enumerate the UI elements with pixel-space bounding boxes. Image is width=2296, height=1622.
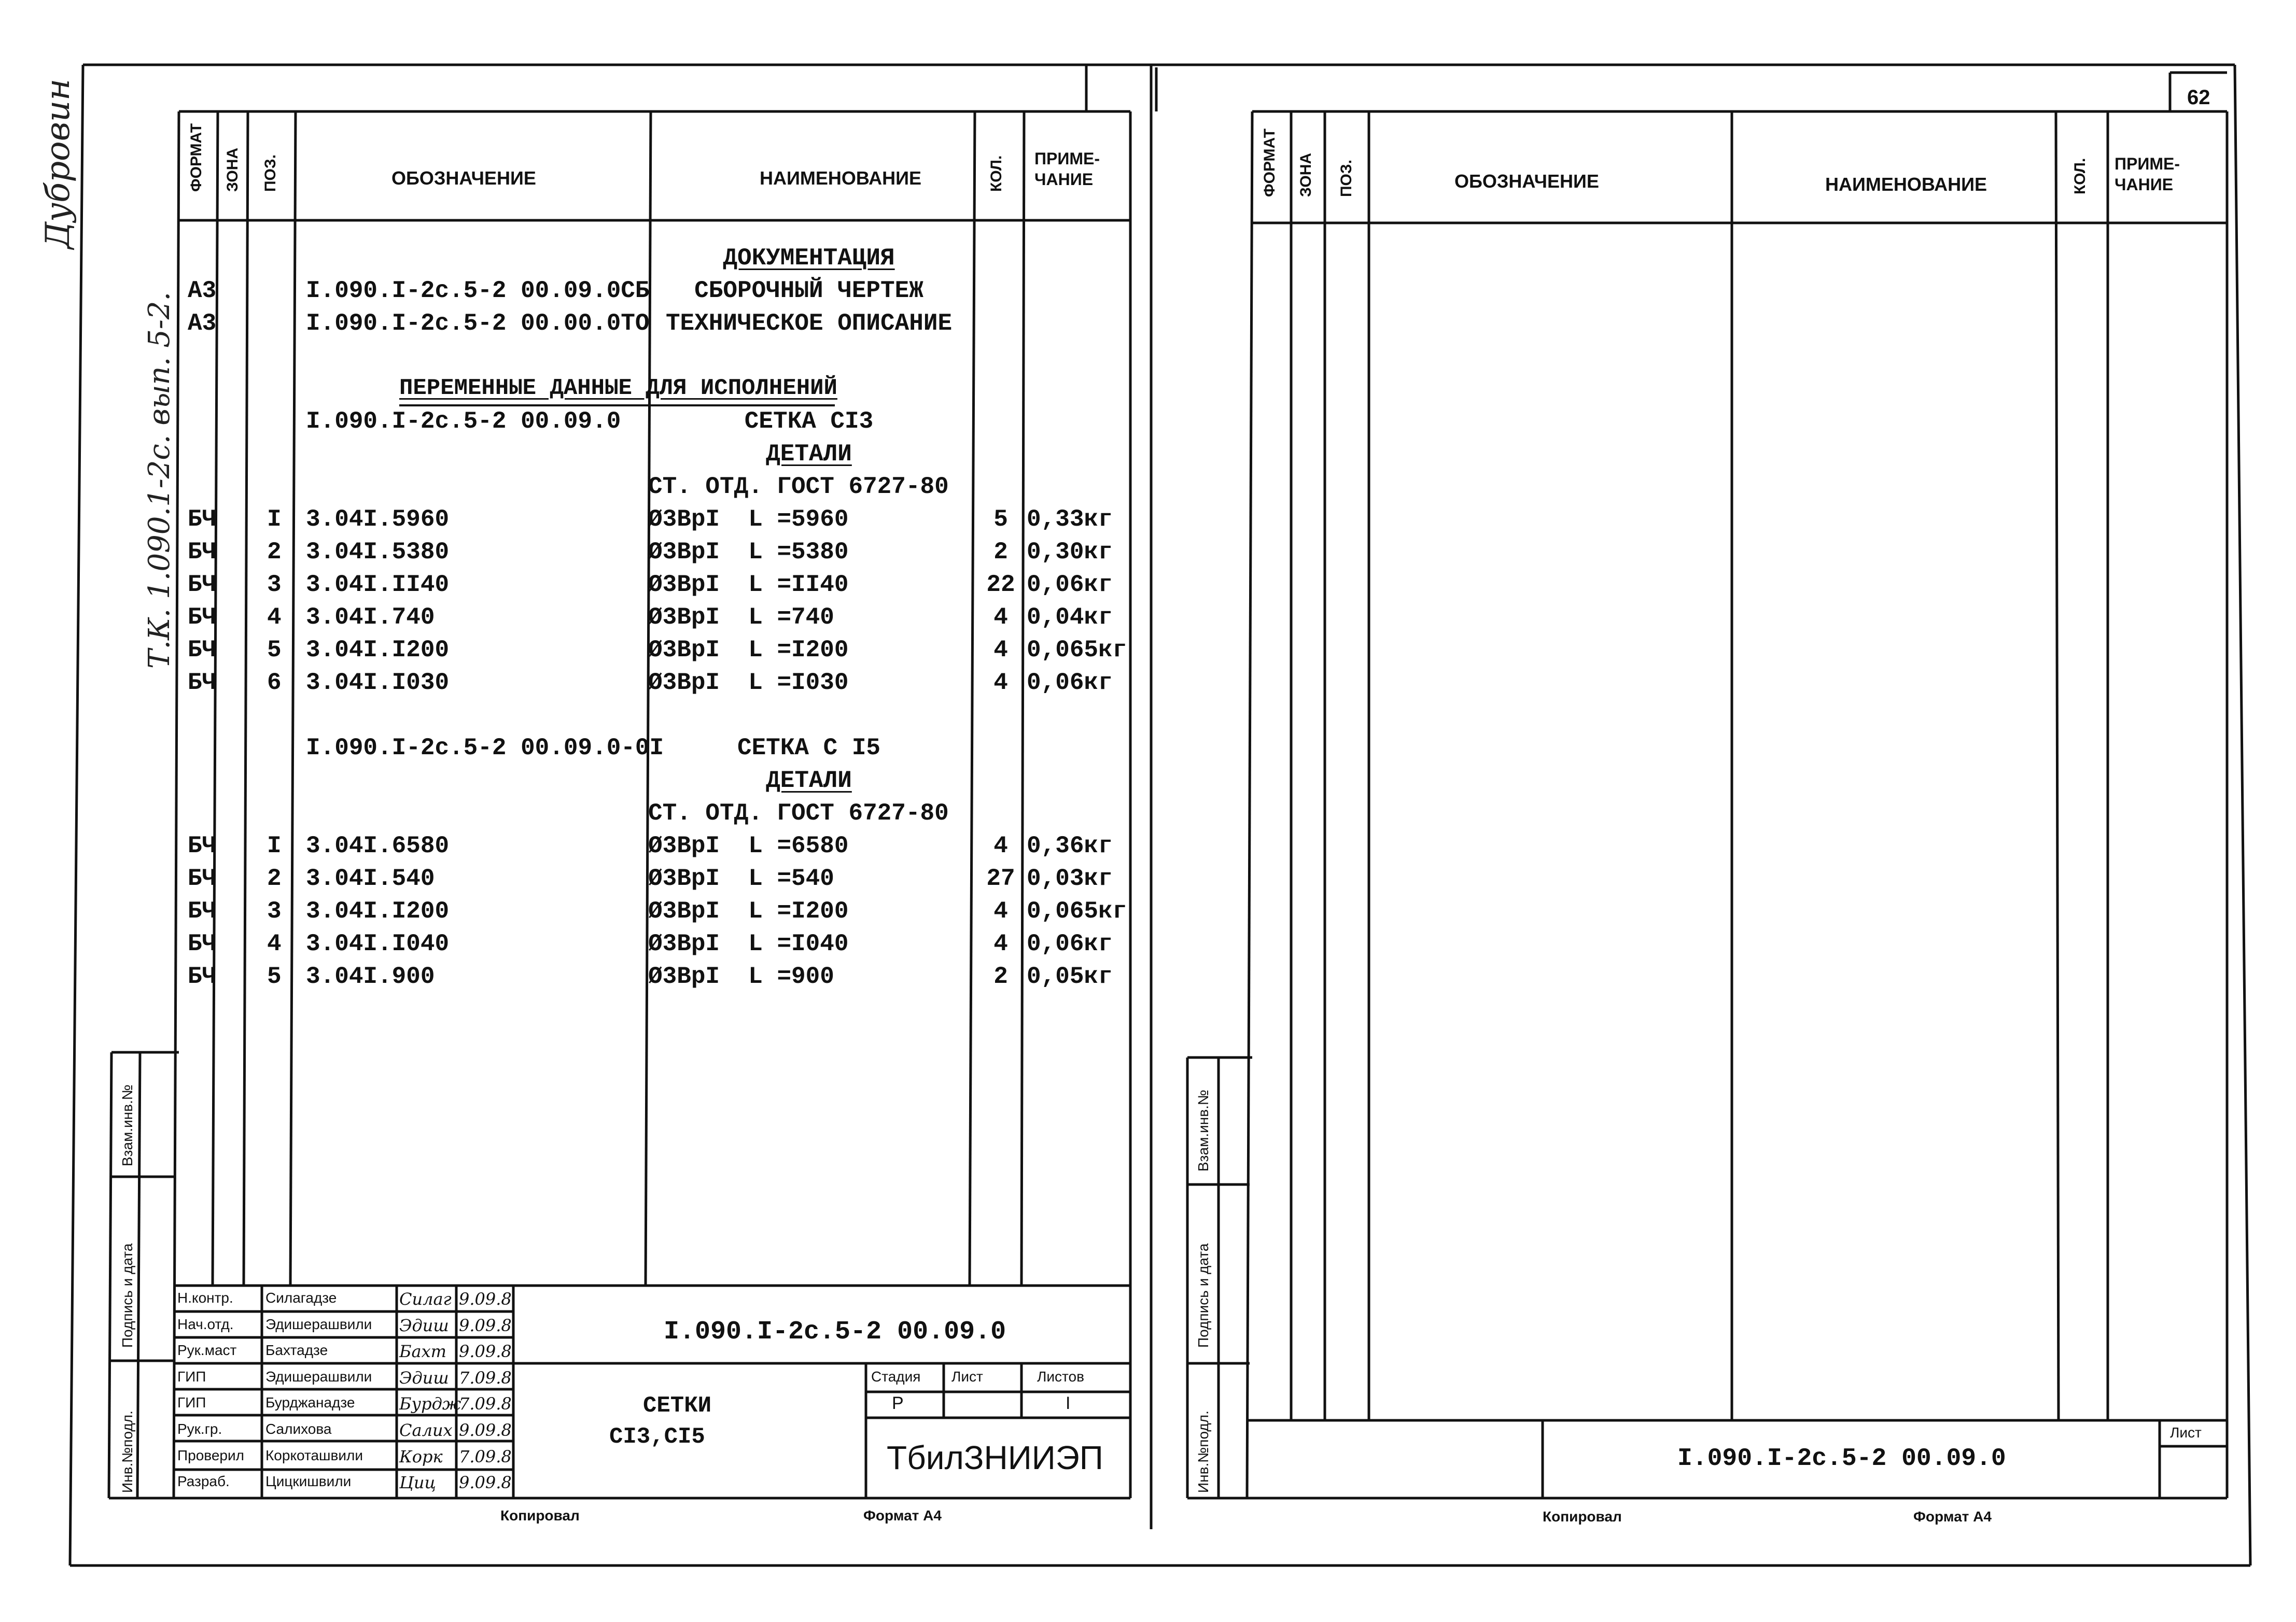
right-header-format: ФОРМАТ <box>1261 128 1278 197</box>
row-note: 0,06кг <box>1027 669 1113 696</box>
row-designation: 3.04I.6580 <box>306 833 450 859</box>
header-qty: КОЛ. <box>988 155 1005 192</box>
row-format: БЧ <box>188 898 217 925</box>
row-format: БЧ <box>188 637 217 664</box>
title-block-title-1: СЕТКИ <box>643 1393 712 1419</box>
row-format: БЧ <box>188 963 217 990</box>
row-name: СТ. ОТД. ГОСТ 6727-80 <box>648 800 949 827</box>
title-block-name: Бахтадзе <box>265 1342 328 1359</box>
right-sheet-label: Лист <box>2170 1424 2202 1441</box>
row-position: 4 <box>267 604 282 631</box>
row-position: 5 <box>267 637 282 664</box>
row-position: 3 <box>267 571 282 598</box>
title-block-date: 7.09.8 <box>459 1446 512 1466</box>
row-note: 0,06кг <box>1027 571 1113 598</box>
row-name: Ø3ВрI L =I200 <box>648 898 849 925</box>
row-name: Ø3ВрI L =740 <box>648 604 834 631</box>
right-header-note-1: ПРИМЕ- <box>2115 154 2180 173</box>
row-position: I <box>267 506 282 533</box>
section-heading: ДОКУМЕНТАЦИЯ <box>723 245 895 272</box>
header-pos: ПОЗ. <box>262 154 279 192</box>
title-block-stage-value: Р <box>892 1393 904 1413</box>
row-name: Ø3ВрI L =I200 <box>648 637 849 664</box>
row-position: 6 <box>267 669 282 696</box>
row-note: 0,065кг <box>1027 637 1127 664</box>
row-position: 3 <box>267 898 282 925</box>
row-format: БЧ <box>188 539 217 566</box>
side-label-inv: Инв.№подл. <box>119 1411 135 1493</box>
right-header-note-2: ЧАНИЕ <box>2115 175 2174 194</box>
row-name: Ø3ВрI L =I030 <box>648 669 849 696</box>
row-position: I <box>267 833 282 859</box>
title-block-signature: Эдиш <box>399 1367 449 1388</box>
title-block-role: ГИП <box>177 1394 206 1411</box>
header-designation: ОБОЗНАЧЕНИЕ <box>391 167 536 189</box>
row-position: 2 <box>267 865 282 892</box>
title-block-sheets-label: Листов <box>1037 1369 1084 1385</box>
row-quantity: 5 <box>993 506 1008 533</box>
row-designation: 3.04I.I030 <box>306 669 450 696</box>
row-name: Ø3ВрI L =900 <box>648 963 834 990</box>
row-note: 0,30кг <box>1027 539 1113 566</box>
row-format: БЧ <box>188 865 217 892</box>
title-block-name: Эдишерашвили <box>265 1368 372 1385</box>
side-label-vzam: Взам.инв.№ <box>119 1084 135 1166</box>
row-designation: 3.04I.900 <box>306 963 435 990</box>
title-block-date: 9.09.8 <box>459 1420 512 1440</box>
right-header-pos: ПОЗ. <box>1338 159 1355 197</box>
row-note: 0,065кг <box>1027 898 1127 925</box>
row-quantity: 4 <box>993 669 1008 696</box>
row-format: А3 <box>188 277 217 304</box>
title-block-role: Рук.гр. <box>177 1421 222 1437</box>
row-quantity: 4 <box>993 898 1008 925</box>
title-block-role: Нач.отд. <box>177 1316 234 1332</box>
row-name: Ø3ВрI L =6580 <box>648 833 849 859</box>
row-position: 5 <box>267 963 282 990</box>
row-quantity: 4 <box>993 637 1008 664</box>
row-note: 0,36кг <box>1027 833 1113 859</box>
row-quantity: 4 <box>993 833 1008 859</box>
header-format: ФОРМАТ <box>188 123 205 192</box>
title-block-date: 7.09.8 <box>459 1394 512 1414</box>
row-note: 0,04кг <box>1027 604 1113 631</box>
row-format: БЧ <box>188 506 217 533</box>
title-block-name: Бурджанадзе <box>265 1394 355 1411</box>
header-note-1: ПРИМЕ- <box>1034 149 1100 168</box>
row-designation: 3.04I.I040 <box>306 930 450 957</box>
title-block-name: Салихова <box>265 1421 332 1437</box>
section-heading: ДЕТАЛИ <box>766 767 852 794</box>
title-block-signature: Силаг <box>399 1289 452 1309</box>
title-block-name: Эдишерашвили <box>265 1316 372 1332</box>
title-block-signature: Салих <box>399 1420 453 1440</box>
row-position: 2 <box>267 539 282 566</box>
header-note-2: ЧАНИЕ <box>1034 170 1094 189</box>
header-zone: ЗОНА <box>224 147 241 192</box>
title-block-signature: Бурдж <box>399 1394 461 1414</box>
title-block-signature: Корк <box>399 1446 443 1466</box>
row-name: Ø3ВрI L =540 <box>648 865 834 892</box>
title-block-signature: Циц <box>399 1473 436 1493</box>
row-name: СЕТКА СI3 <box>744 408 874 435</box>
right-side-label-vzam: Взам.инв.№ <box>1195 1090 1211 1172</box>
row-name: ТЕХНИЧЕСКОЕ ОПИСАНИЕ <box>665 310 953 337</box>
row-note: 0,33кг <box>1027 506 1113 533</box>
row-name: СТ. ОТД. ГОСТ 6727-80 <box>648 473 949 500</box>
row-name: СЕТКА С I5 <box>737 735 881 761</box>
title-block-role: Разраб. <box>177 1473 230 1490</box>
row-note: 0,06кг <box>1027 930 1113 957</box>
row-designation: I.090.I-2с.5-2 00.00.0ТО <box>306 310 650 337</box>
right-header-designation: ОБОЗНАЧЕНИЕ <box>1454 171 1599 192</box>
footer-copied: Копировал <box>500 1507 580 1524</box>
right-footer-format: Формат А4 <box>1913 1508 1992 1525</box>
title-block-date: 9.09.8 <box>459 1342 512 1362</box>
title-block-sheets-value: I <box>1066 1393 1071 1413</box>
side-label-podpis: Подпись и дата <box>119 1243 135 1348</box>
title-block-date: 9.09.8 <box>459 1289 512 1309</box>
right-header-name: НАИМЕНОВАНИЕ <box>1825 174 1987 195</box>
row-format: БЧ <box>188 930 217 957</box>
right-side-label-inv: Инв.№подл. <box>1195 1411 1211 1493</box>
row-designation: I.090.I-2с.5-2 00.09.0-0I <box>306 735 664 761</box>
right-doc-code: I.090.I-2с.5-2 00.09.0 <box>1677 1445 2006 1473</box>
row-name: Ø3ВрI L =5380 <box>648 539 849 566</box>
section-heading: ДЕТАЛИ <box>766 441 852 468</box>
section-banner: ПЕРЕМЕННЫЕ ДАННЫЕ ДЛЯ ИСПОЛНЕНИЙ <box>399 375 837 401</box>
row-format: БЧ <box>188 604 217 631</box>
row-designation: 3.04I.I200 <box>306 637 450 664</box>
title-block-name: Коркоташвили <box>265 1447 363 1463</box>
row-quantity: 2 <box>993 539 1008 566</box>
row-note: 0,03кг <box>1027 865 1113 892</box>
row-quantity: 22 <box>986 571 1015 598</box>
row-quantity: 4 <box>993 604 1008 631</box>
row-designation: I.090.I-2с.5-2 00.09.0СБ <box>306 277 650 304</box>
row-name: Ø3ВрI L =II40 <box>648 571 849 598</box>
row-designation: 3.04I.540 <box>306 865 435 892</box>
title-block-name: Цицкишвили <box>265 1473 352 1490</box>
row-format: БЧ <box>188 833 217 859</box>
title-block-signature: Эдиш <box>399 1315 449 1335</box>
title-block-sheet-label: Лист <box>951 1369 983 1385</box>
row-quantity: 2 <box>993 963 1008 990</box>
title-block-name: Силагадзе <box>265 1290 337 1306</box>
title-block-title-2: СI3,СI5 <box>609 1424 705 1450</box>
title-block-role: Рук.маст <box>177 1342 237 1359</box>
title-block-role: ГИП <box>177 1368 206 1385</box>
title-block-signature: Бахт <box>399 1342 446 1362</box>
row-name: Ø3ВрI L =5960 <box>648 506 849 533</box>
title-block-role: Проверил <box>177 1447 244 1463</box>
row-quantity: 27 <box>986 865 1015 892</box>
title-block-date: 9.09.8 <box>459 1315 512 1335</box>
margin-note: Т.К. 1.090.1-2с. вып. 5-2. <box>143 291 176 669</box>
header-name: НАИМЕНОВАНИЕ <box>760 167 921 189</box>
title-block-date: 7.09.8 <box>459 1367 512 1388</box>
row-name: СБОРОЧНЫЙ ЧЕРТЕЖ <box>694 277 923 304</box>
footer-format: Формат А4 <box>863 1507 942 1524</box>
page-number: 62 <box>2187 86 2210 109</box>
right-footer-copied: Копировал <box>1543 1508 1622 1525</box>
row-designation: 3.04I.5960 <box>306 506 450 533</box>
row-quantity: 4 <box>993 930 1008 957</box>
row-note: 0,05кг <box>1027 963 1113 990</box>
row-name: Ø3ВрI L =I040 <box>648 930 849 957</box>
right-header-qty: КОЛ. <box>2071 158 2089 194</box>
row-designation: 3.04I.I200 <box>306 898 450 925</box>
title-block-date: 9.09.8 <box>459 1473 512 1493</box>
row-designation: 3.04I.740 <box>306 604 435 631</box>
row-designation: I.090.I-2с.5-2 00.09.0 <box>306 408 621 435</box>
row-format: А3 <box>188 310 217 337</box>
row-format: БЧ <box>188 571 217 598</box>
title-block-role: Н.контр. <box>177 1290 233 1306</box>
organization-name: ТбилЗНИИЭП <box>887 1439 1103 1476</box>
row-format: БЧ <box>188 669 217 696</box>
right-header-zone: ЗОНА <box>1297 152 1314 197</box>
title-block-doc-code: I.090.I-2с.5-2 00.09.0 <box>664 1317 1006 1347</box>
right-side-label-podpis: Подпись и дата <box>1195 1243 1211 1348</box>
row-position: 4 <box>267 930 282 957</box>
title-block-stage-label: Стадия <box>871 1369 921 1385</box>
row-designation: 3.04I.II40 <box>306 571 450 598</box>
margin-signature: Дубровин <box>39 78 77 249</box>
row-designation: 3.04I.5380 <box>306 539 450 566</box>
